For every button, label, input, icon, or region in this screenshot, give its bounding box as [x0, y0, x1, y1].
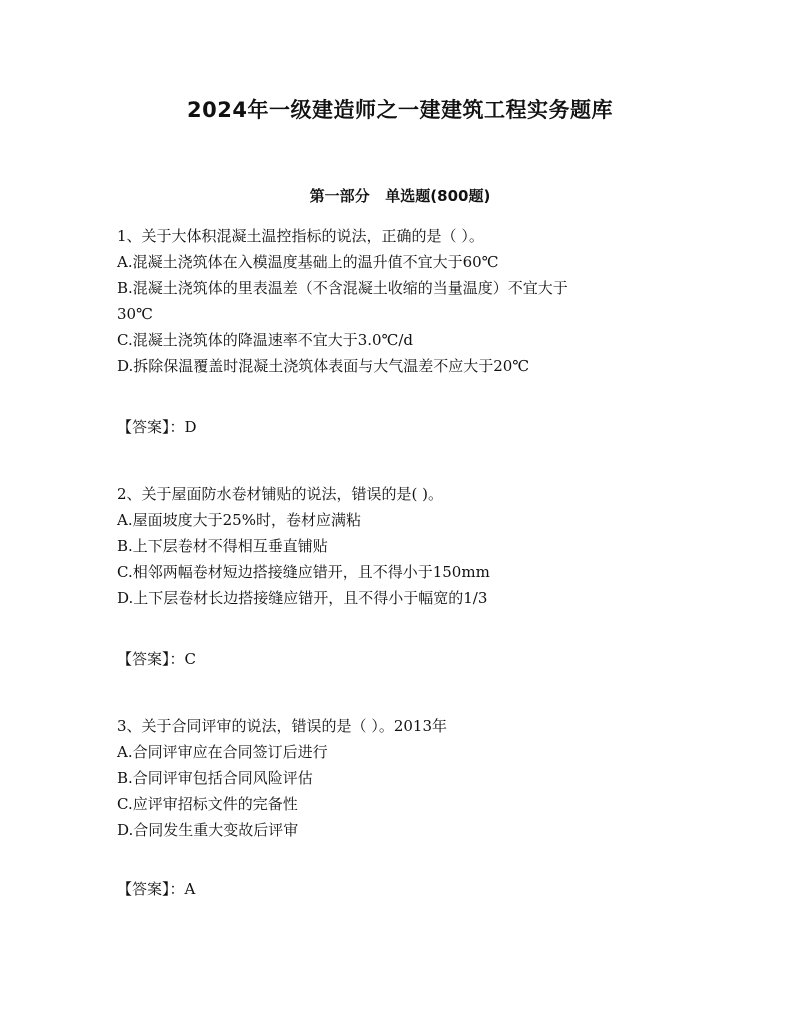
question-3 — [117, 713, 677, 843]
question-2-option-a: A.屋面坡度大于25%时，卷材应满粘 — [117, 511, 361, 529]
question-3-option-a: A.合同评审应在合同签订后进行 — [117, 743, 328, 761]
question-3-stem: 3、关于合同评审的说法，错误的是（ ）。2013年 — [117, 717, 447, 735]
question-3-option-c: C.应评审招标文件的完备性 — [117, 795, 298, 813]
question-1-option-c: C.混凝土浇筑体的降温速率不宜大于3.0℃/d — [117, 331, 414, 349]
document-title: 2024年一级建造师之一建建筑工程实务题库 — [187, 98, 613, 122]
question-1-option-b: B.混凝土浇筑体的里表温差（不含混凝土收缩的当量温度）不宜大于 — [117, 279, 568, 297]
question-2 — [117, 481, 677, 611]
question-2-stem: 2、关于屋面防水卷材铺贴的说法，错误的是( )。 — [117, 485, 444, 503]
question-1-option-b-continued: 30℃ — [117, 305, 153, 323]
question-1-option-d: D.拆除保温覆盖时混凝土浇筑体表面与大气温差不应大于20℃ — [117, 357, 530, 375]
question-1-stem: 1、关于大体积混凝土温控指标的说法，正确的是（ ）。 — [117, 227, 484, 245]
question-2-option-d: D.上下层卷材长边搭接缝应错开，且不得小于幅宽的1/3 — [117, 589, 488, 607]
question-1-option-a: A.混凝土浇筑体在入模温度基础上的温升值不宜大于60℃ — [117, 253, 499, 271]
question-2-option-c: C.相邻两幅卷材短边搭接缝应错开，且不得小于150mm — [117, 563, 490, 581]
question-3-answer: 【答案】：A — [117, 880, 196, 898]
question-3-option-d: D.合同发生重大变故后评审 — [117, 821, 299, 839]
question-1-answer: 【答案】：D — [117, 418, 197, 436]
question-2-answer: 【答案】：C — [117, 650, 196, 668]
question-3-option-b: B.合同评审包括合同风险评估 — [117, 769, 313, 787]
question-1 — [117, 223, 677, 379]
question-2-option-b: B.上下层卷材不得相互垂直铺贴 — [117, 537, 328, 555]
section-title: 第一部分 单选题(800题) — [309, 187, 491, 205]
